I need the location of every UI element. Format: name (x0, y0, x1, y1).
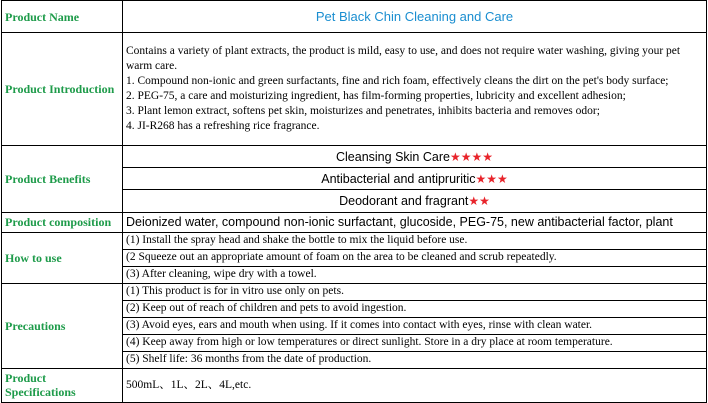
row-product-name (2, 1, 707, 33)
how-to-use-label: How to use (2, 232, 123, 283)
row-precautions (2, 283, 707, 300)
how-to-use-step: (1) Install the spray head and shake the bottle to mix the liquid before use. (123, 232, 707, 249)
star-rating-icon: ★★ (468, 193, 490, 208)
product-name-label: Product Name (2, 1, 123, 33)
product-introduction-label: Product Introduction (2, 33, 123, 146)
star-rating-icon: ★★★★ (449, 149, 493, 164)
precaution-item: (4) Keep away from high or low temperatures or direct sunlight. Store in a dry place at room temperature. (123, 334, 707, 351)
star-rating-icon: ★★★ (475, 171, 508, 186)
product-introduction-text (123, 33, 707, 146)
row-product-specifications (2, 368, 707, 402)
row-product-composition (2, 212, 707, 232)
intro-line: 3. Plant lemon extract, softens pet skin, moisturizes and penetrates, inhibits bacteria and removes odor; (126, 105, 600, 118)
product-name-value: Pet Black Chin Cleaning and Care (123, 1, 707, 33)
intro-line: Contains a variety of plant extracts, the product is mild, easy to use, and does not require water washing, giving your pet warm care. (126, 45, 681, 73)
row-how-to-use (2, 232, 707, 249)
intro-line: 1. Compound non-ionic and green surfactants, fine and rich foam, effectively cleans the dirt on the pet's body surface; (126, 75, 669, 88)
precaution-item: (5) Shelf life: 36 months from the date of production. (123, 351, 707, 368)
row-product-benefits (2, 146, 707, 168)
product-composition-value: Deionized water, compound non-ionic surfactant, glucoside, PEG-75, new antibacterial factor, plant (123, 212, 707, 232)
product-specifications-value: 500mL、1L、2L、4L,etc. (123, 368, 707, 402)
benefit-text: Cleansing Skin Care (336, 149, 450, 164)
row-product-introduction (2, 33, 707, 146)
product-specifications-label: Product Specifications (2, 368, 123, 402)
benefit-item (123, 190, 707, 212)
how-to-use-step: (3) After cleaning, wipe dry with a towel. (123, 266, 707, 283)
precaution-item: (3) Avoid eyes, ears and mouth when using. If it comes into contact with eyes, rinse with clean water. (123, 317, 707, 334)
intro-line: 2. PEG-75, a care and moisturizing ingredient, has film-forming properties, lubricity and excellent adhesion; (126, 90, 626, 103)
benefit-text: Deodorant and fragrant (339, 193, 469, 208)
benefit-text: Antibacterial and antipruritic (321, 171, 476, 186)
intro-line: 4. JI-R268 has a refreshing rice fragrance. (126, 120, 320, 133)
benefit-item (123, 146, 707, 168)
product-spec-table (1, 0, 707, 403)
benefit-item (123, 168, 707, 190)
how-to-use-step: (2 Squeeze out an appropriate amount of foam on the area to be cleaned and scrub repeatedly. (123, 249, 707, 266)
product-benefits-label: Product Benefits (2, 146, 123, 212)
precaution-item: (1) This product is for in vitro use only on pets. (123, 283, 707, 300)
precautions-label: Precautions (2, 283, 123, 368)
precaution-item: (2) Keep out of reach of children and pets to avoid ingestion. (123, 300, 707, 317)
product-composition-label: Product composition (2, 212, 123, 232)
